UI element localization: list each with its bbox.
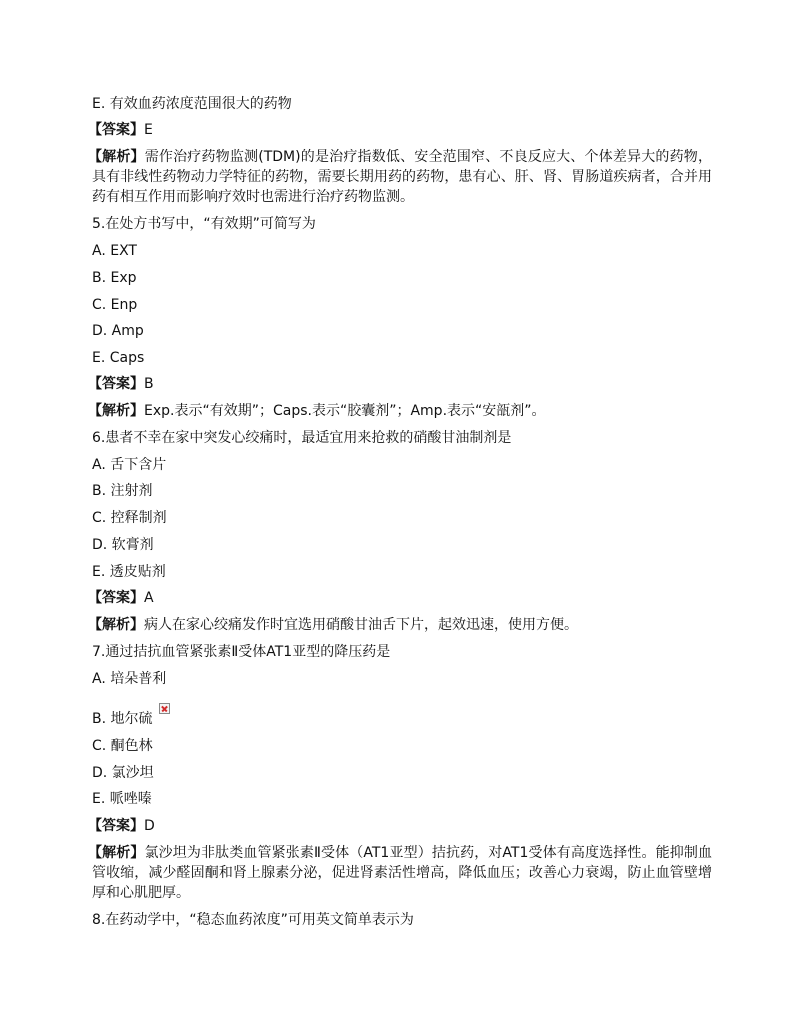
answer-line <box>88 374 154 394</box>
answer-value: E <box>144 122 153 138</box>
option-a: A. 培朵普利 <box>92 671 167 687</box>
analysis-paragraph <box>88 147 712 207</box>
answer-value: A <box>144 590 154 606</box>
answer-value: B <box>144 376 154 392</box>
option-e: E. 透皮贴剂 <box>92 564 166 580</box>
option-b: B. Exp <box>92 270 137 286</box>
option-a: A. 舌下含片 <box>92 457 167 473</box>
option-c: C. 控释制剂 <box>92 510 167 526</box>
document-page <box>88 0 712 1028</box>
option-a: A. EXT <box>92 243 137 259</box>
answer-line <box>88 588 154 608</box>
answer-line <box>88 120 153 140</box>
option-d: D. 氯沙坦 <box>92 765 154 781</box>
analysis-line <box>88 401 546 421</box>
option-e: E. 有效血药浓度范围很大的药物 <box>92 96 292 112</box>
option-b: B. 注射剂 <box>92 483 153 499</box>
answer-line <box>88 816 155 836</box>
analysis-paragraph <box>88 843 712 903</box>
option-e: E. 哌唑嗪 <box>92 791 152 807</box>
analysis-tag: 【解析】 <box>88 845 145 861</box>
analysis-tag: 【解析】 <box>88 617 144 633</box>
option-c: C. Enp <box>92 297 138 313</box>
broken-image-icon <box>159 703 170 714</box>
option-e: E. Caps <box>92 350 145 366</box>
option-b: B. 地尔硫 <box>92 711 153 727</box>
analysis-text: 病人在家心绞痛发作时宜选用硝酸甘油舌下片，起效迅速，使用方便。 <box>144 617 578 633</box>
option-b-line <box>92 709 170 729</box>
question-stem: 5.在处方书写中，“有效期”可简写为 <box>92 216 316 232</box>
answer-tag: 【答案】 <box>88 818 144 834</box>
question-stem: 8.在药动学中，“稳态血药浓度”可用英文简单表示为 <box>92 912 414 928</box>
analysis-line <box>88 615 578 635</box>
analysis-text: 氯沙坦为非肽类血管紧张素Ⅱ受体（AT1亚型）拮抗药，对AT1受体有高度选择性。能抑制血管收缩，减少醛固酮和肾上腺素分泌，促进肾素活性增高，降低血压；改善心力衰竭，防止血管壁增厚和心肌肥厚。 <box>92 845 712 901</box>
option-c: C. 酮色林 <box>92 738 153 754</box>
question-stem: 6.患者不幸在家中突发心绞痛时，最适宜用来抢救的硝酸甘油制剂是 <box>92 430 512 446</box>
analysis-tag: 【解析】 <box>88 403 144 419</box>
analysis-text: 需作治疗药物监测(TDM)的是治疗指数低、安全范围窄、不良反应大、个体差异大的药物，具有非线性药物动力学特征的药物，需要长期用药的药物，患有心、肝、肾、胃肠道疾病者，合并用药有相互作用而影响疗效时也需进行治疗药物监测。 <box>92 149 712 205</box>
option-d: D. 软膏剂 <box>92 537 154 553</box>
answer-value: D <box>144 818 155 834</box>
analysis-text: Exp.表示“有效期”；Caps.表示“胶囊剂”；Amp.表示“安瓿剂”。 <box>144 403 546 419</box>
answer-tag: 【答案】 <box>88 122 144 138</box>
question-stem: 7.通过拮抗血管紧张素Ⅱ受体AT1亚型的降压药是 <box>92 644 391 660</box>
analysis-tag: 【解析】 <box>88 149 145 165</box>
option-d: D. Amp <box>92 323 144 339</box>
answer-tag: 【答案】 <box>88 376 144 392</box>
answer-tag: 【答案】 <box>88 590 144 606</box>
